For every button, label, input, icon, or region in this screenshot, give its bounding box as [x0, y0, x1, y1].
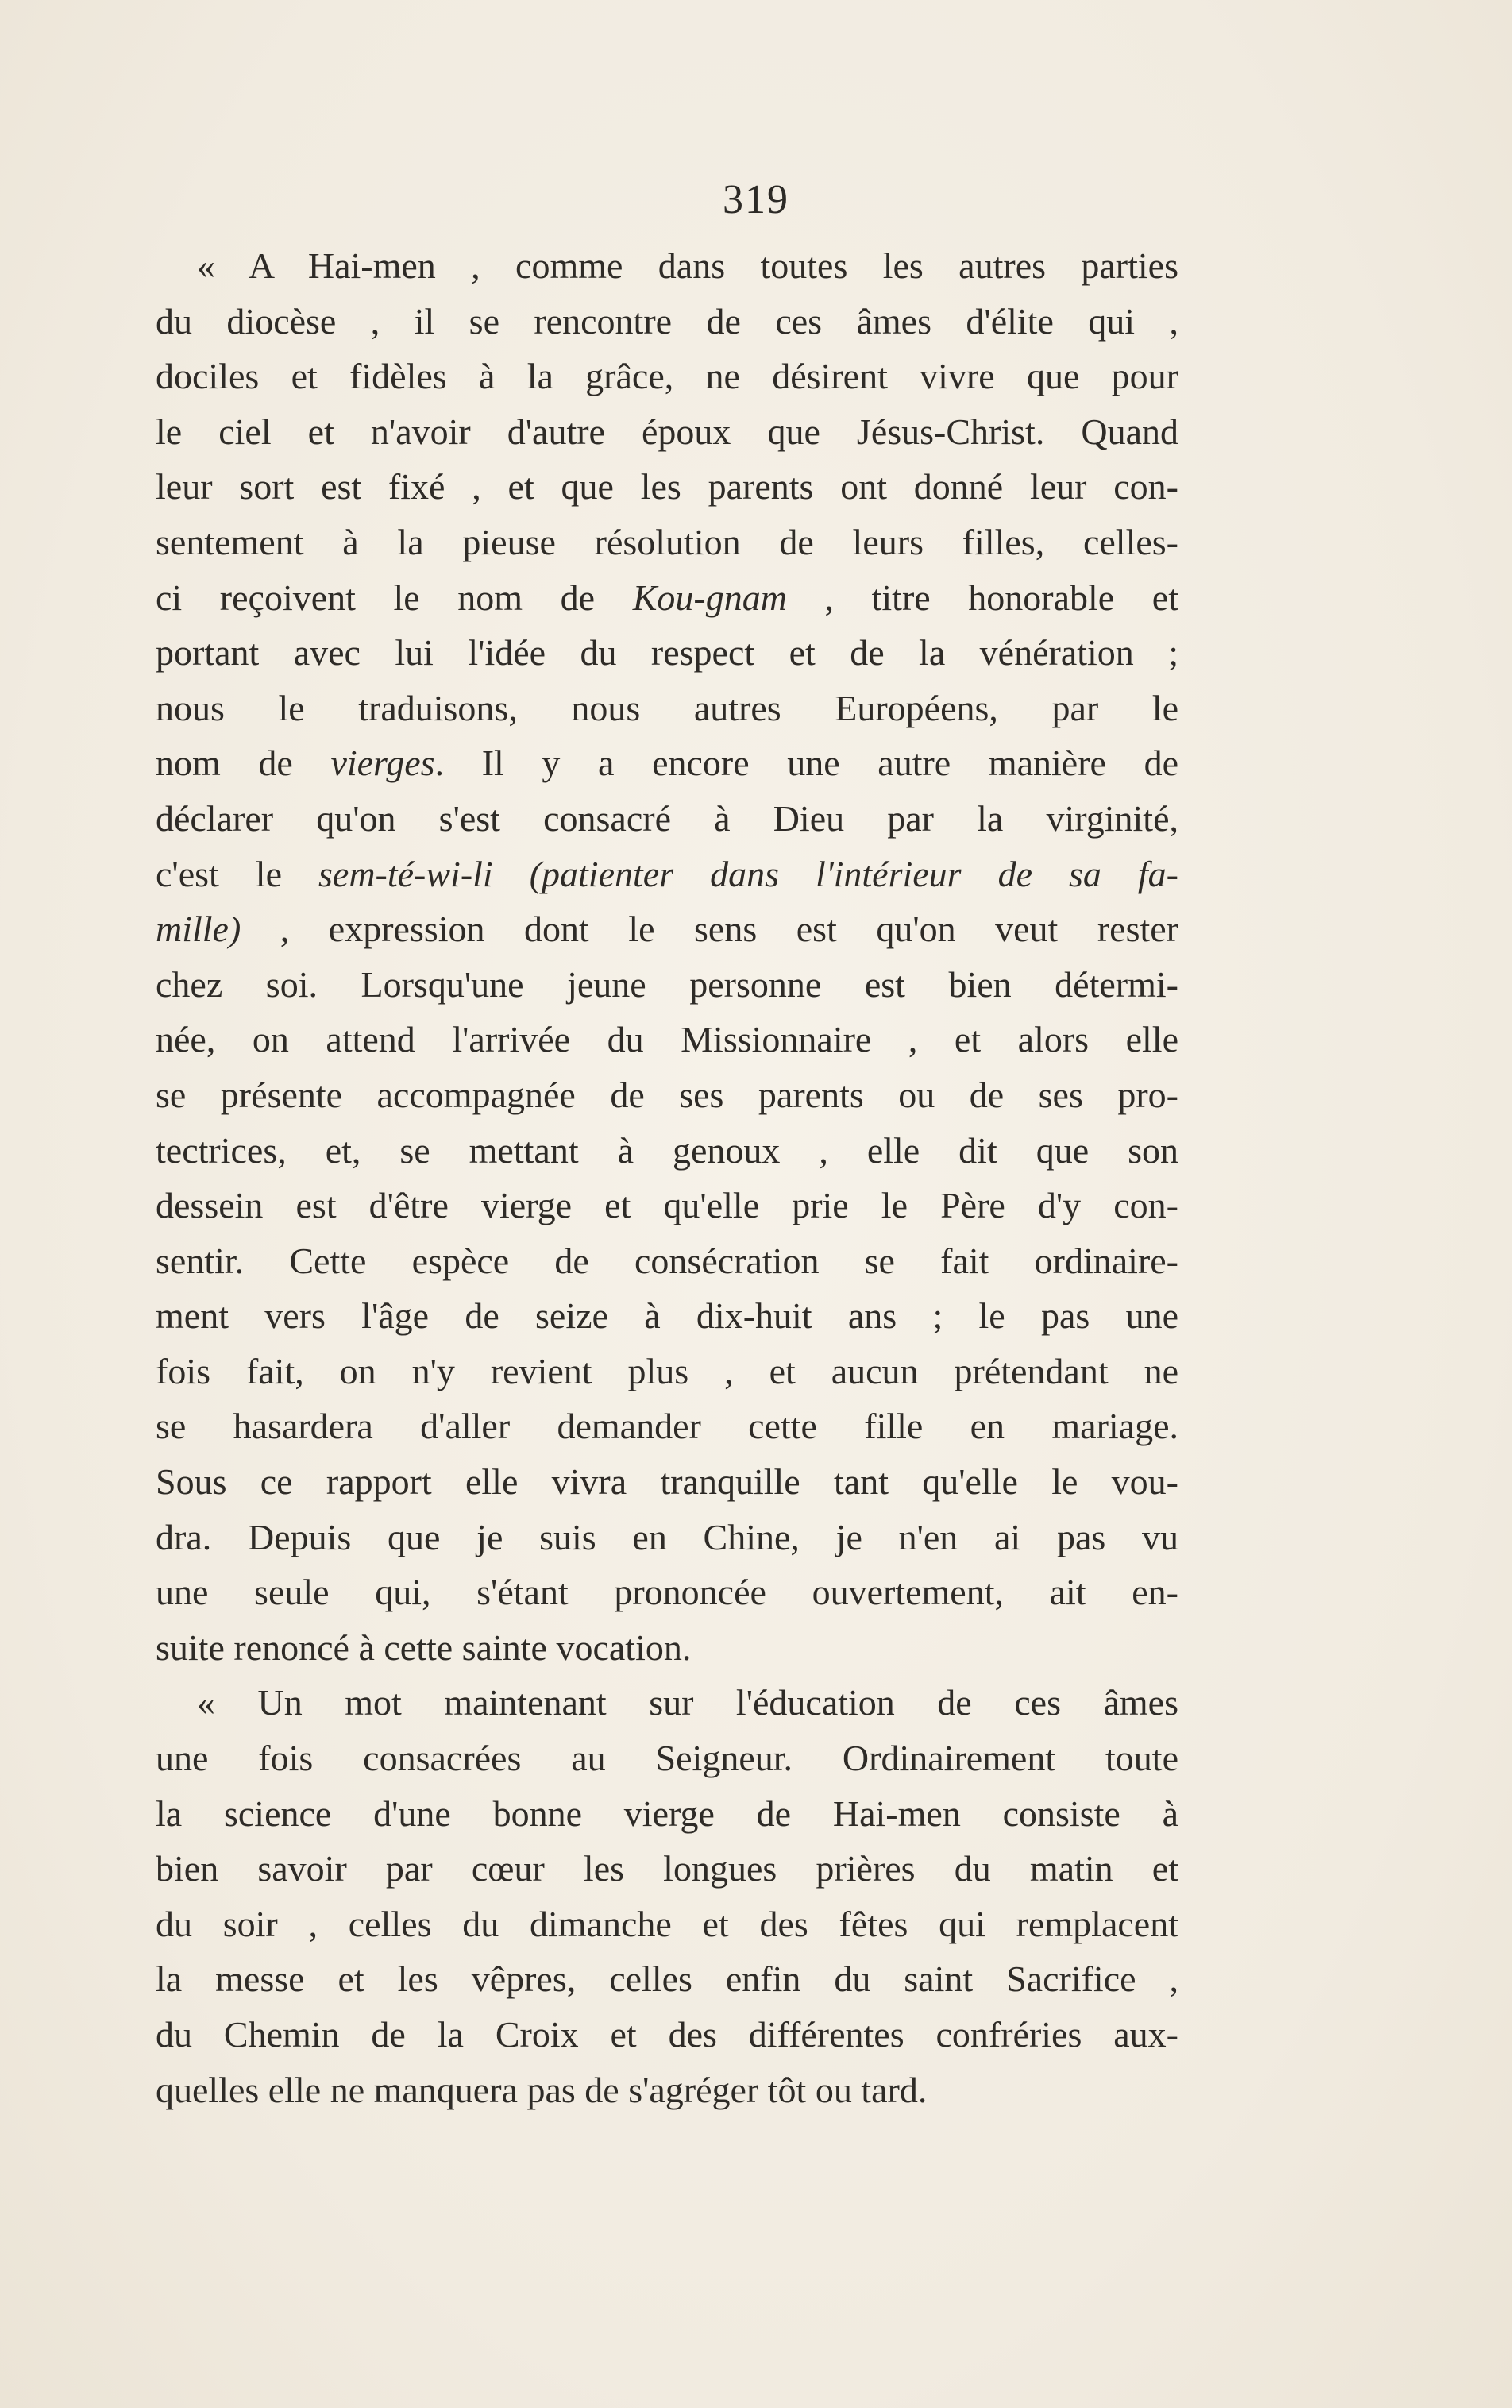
text-line: « A Hai-men , comme dans toutes les autres parties — [197, 245, 1178, 286]
text-line: bien savoir par cœur les longues prières du matin et — [156, 1848, 1178, 1889]
text-line: portant avec lui l'idée du respect et de la vénération ; — [156, 632, 1178, 673]
text-line: née, on attend l'arrivée du Missionnaire , et alors elle — [156, 1019, 1178, 1060]
text-run: . Il y a encore une autre manière de — [434, 743, 1178, 784]
text-line: sentement à la pieuse résolution de leurs filles, celles- — [156, 521, 1178, 562]
paragraph — [156, 1675, 1178, 2117]
text-line: une fois consacrées au Seigneur. Ordinairement toute — [156, 1738, 1178, 1779]
text-line: nous le traduisons, nous autres Européens, par le — [156, 687, 1178, 728]
paragraph — [156, 238, 1178, 1675]
text-line: leur sort est fixé , et que les parents ont donné leur con- — [156, 466, 1178, 507]
text-line: quelles elle ne manquera pas de s'agréger tôt ou tard. — [156, 2069, 928, 2110]
text-line: du diocèse , il se rencontre de ces âmes d'élite qui , — [156, 300, 1178, 342]
text-line: se présente accompagnée de ses parents ou de ses pro- — [156, 1074, 1178, 1115]
italic-term: vierges — [330, 743, 435, 784]
text-line: déclarer qu'on s'est consacré à Dieu par la virginité, — [156, 797, 1178, 839]
italic-term: Kou-gnam — [632, 577, 787, 618]
text-line: dociles et fidèles à la grâce, ne désirent vivre que pour — [156, 356, 1178, 397]
text-line: Sous ce rapport elle vivra tranquille tant qu'elle le vou- — [156, 1461, 1178, 1503]
text-line: dessein est d'être vierge et qu'elle prie le Père d'y con- — [156, 1185, 1178, 1226]
body-text — [156, 238, 1178, 2117]
text-line: une seule qui, s'étant prononcée ouvertement, ait en- — [156, 1572, 1178, 1613]
text-run: c'est le — [156, 853, 318, 894]
text-line: la science d'une bonne vierge de Hai-men consiste à — [156, 1792, 1178, 1834]
text-run: ci reçoivent le nom de — [156, 577, 633, 618]
text-line: ment vers l'âge de seize à dix-huit ans ; le pas une — [156, 1295, 1178, 1337]
text-line — [156, 901, 1178, 957]
text-line: du Chemin de la Croix et des différentes confréries aux- — [156, 2014, 1178, 2055]
text-line: sentir. Cette espèce de consécration se fait ordinaire- — [156, 1240, 1178, 1281]
text-line: fois fait, on n'y revient plus , et aucun prétendant ne — [156, 1350, 1178, 1391]
text-line: se hasardera d'aller demander cette fille en mariage. — [156, 1406, 1178, 1447]
text-line — [156, 735, 1178, 791]
text-line: le ciel et n'avoir d'autre époux que Jésus-Christ. Quand — [156, 411, 1178, 452]
text-line: la messe et les vêpres, celles enfin du saint Sacrifice , — [156, 1958, 1178, 2000]
text-run: nom de — [156, 743, 331, 784]
text-line: suite renoncé à cette sainte vocation. — [156, 1627, 692, 1668]
page-number: 319 — [723, 177, 789, 222]
text-line: « Un mot maintenant sur l'éducation de ces âmes — [197, 1682, 1178, 1723]
text-run: , titre honorable et — [786, 577, 1178, 618]
italic-term: mille) — [156, 909, 241, 950]
text-line: tectrices, et, se mettant à genoux , elle dit que son — [156, 1129, 1178, 1171]
text-line: du soir , celles du dimanche et des fêtes qui remplacent — [156, 1903, 1178, 1944]
text-line: chez soi. Lorsqu'une jeune personne est bien détermi- — [156, 963, 1178, 1005]
text-run: , expression dont le sens est qu'on veut rester — [241, 909, 1178, 950]
text-line — [156, 847, 1178, 902]
text-line: dra. Depuis que je suis en Chine, je n'en ai pas vu — [156, 1516, 1178, 1557]
text-line — [156, 570, 1178, 626]
italic-term: sem-té-wi-li (patienter dans l'intérieur de sa fa- — [318, 853, 1178, 894]
